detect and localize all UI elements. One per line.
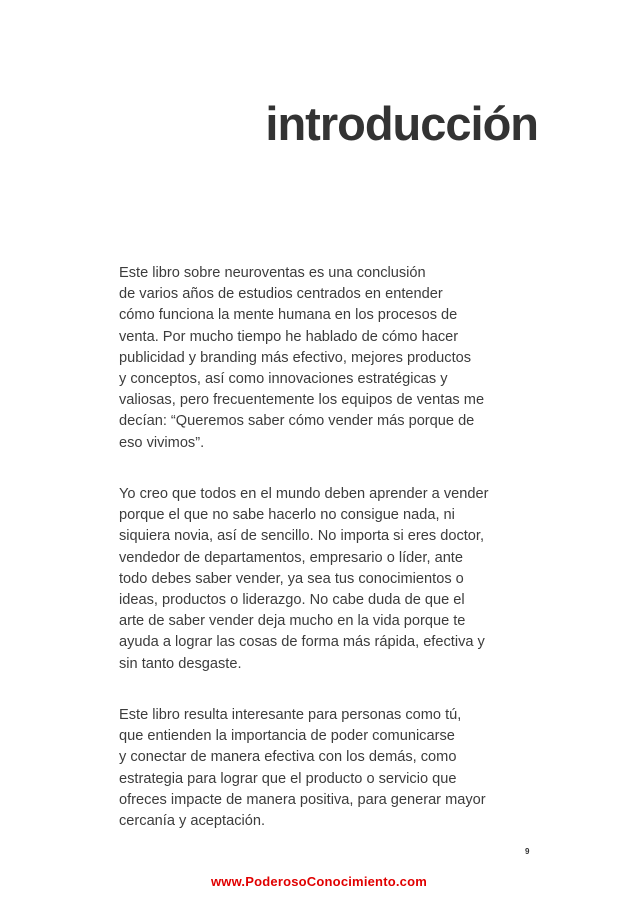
text-line: valiosas, pero frecuentemente los equipos de ventas me [119, 392, 485, 409]
text-line: eso vivimos”. [119, 434, 205, 451]
footer-website-link[interactable]: www.PoderosoConocimiento.com [210, 874, 428, 889]
chapter-title: introducción [265, 97, 538, 150]
paragraph-2 [119, 484, 488, 675]
text-line: ayuda a lograr las cosas de forma más rápida, efectiva y [119, 634, 485, 651]
text-line: publicidad y branding más efectivo, mejores productos [119, 349, 472, 366]
text-line: venta. Por mucho tiempo he hablado de cómo hacer [119, 328, 459, 345]
text-line: siquiera novia, así de sencillo. No importa si eres doctor, [119, 528, 485, 545]
text-line: estrategia para lograr que el producto o servicio que [119, 770, 457, 787]
paragraph-1 [119, 263, 539, 454]
body-text [119, 263, 539, 830]
paragraph-3 [119, 705, 486, 832]
text-line: que entienden la importancia de poder comunicarse [119, 728, 455, 745]
text-line: decían: “Queremos saber cómo vender más porque de [119, 413, 475, 430]
text-line: Este libro resulta interesante para personas como tú, [119, 707, 462, 723]
text-line: arte de saber vender deja mucho en la vida porque te [119, 613, 466, 630]
text-line: cercanía y aceptación. [119, 813, 266, 830]
text-line: sin tanto desgaste. [119, 655, 242, 672]
text-line: cómo funciona la mente humana en los procesos de [119, 307, 458, 324]
text-line: ideas, productos o liderazgo. No cabe duda de que el [119, 592, 465, 609]
text-line: y conectar de manera efectiva con los demás, como [119, 749, 457, 766]
text-line: Este libro sobre neuroventas es una conclusión [119, 265, 426, 281]
text-line: y conceptos, así como innovaciones estratégicas y [119, 371, 448, 388]
text-line: de varios años de estudios centrados en entender [119, 286, 443, 303]
text-line: ofreces impacte de manera positiva, para generar mayor [119, 791, 486, 808]
page-number: 9 [525, 847, 530, 856]
text-line: vendedor de departamentos, empresario o líder, ante [119, 549, 463, 566]
text-line: todo debes saber vender, ya sea tus conocimientos o [119, 570, 464, 587]
text-line: porque el que no sabe hacerlo no consigue nada, ni [119, 507, 455, 524]
text-line: Yo creo que todos en el mundo deben aprender a vender [119, 486, 489, 502]
